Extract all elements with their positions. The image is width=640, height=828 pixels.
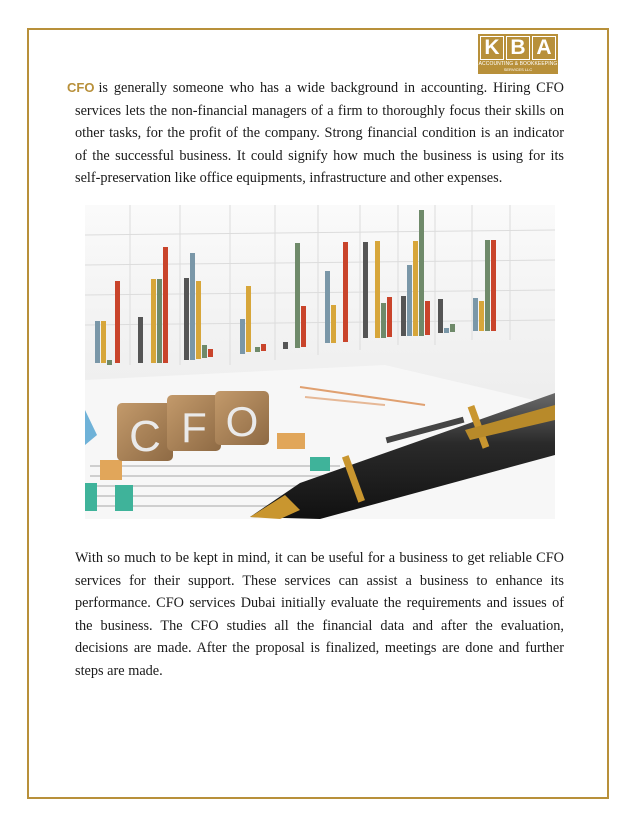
logo-letter-a: A <box>532 36 556 60</box>
block-letter-c: C <box>129 412 161 461</box>
intro-paragraph <box>67 77 564 190</box>
cfo-lead-word: CFO <box>67 80 95 95</box>
logo-letter-b: B <box>506 36 530 60</box>
cfo-photo <box>85 205 555 519</box>
closing-paragraph: With so much to be kept in mind, it can be useful for a business to get reliable CFO services for their support. These services can assist a business to enhance its performance. CFO services Dubai initially evaluate the requirements and issues of the business. The CFO studies all the financial data and after the evaluation, decisions are made. After the proposal is finalized, meetings are done and further steps are made. <box>75 550 564 679</box>
kba-logo <box>478 34 558 74</box>
intro-text: is generally someone who has a wide background in accounting. Hiring CFO services lets the non-financial managers of a firm to thoroughly focus their skills on other tasks, for the profit of the company. Strong financial condition is an indicator of the successful business. It could signify how much the business is using for its self-preservation like office equipments, infrastructure and other expenses. <box>75 80 564 186</box>
logo-letter-k: K <box>480 36 504 60</box>
cfo-illustration <box>85 205 555 519</box>
logo-subline: SERVICES LLC <box>503 67 533 72</box>
block-letter-o: O <box>225 398 259 445</box>
block-letter-f: F <box>181 404 207 451</box>
logo-tagline: ACCOUNTING & BOOKKEEPING <box>478 61 558 67</box>
